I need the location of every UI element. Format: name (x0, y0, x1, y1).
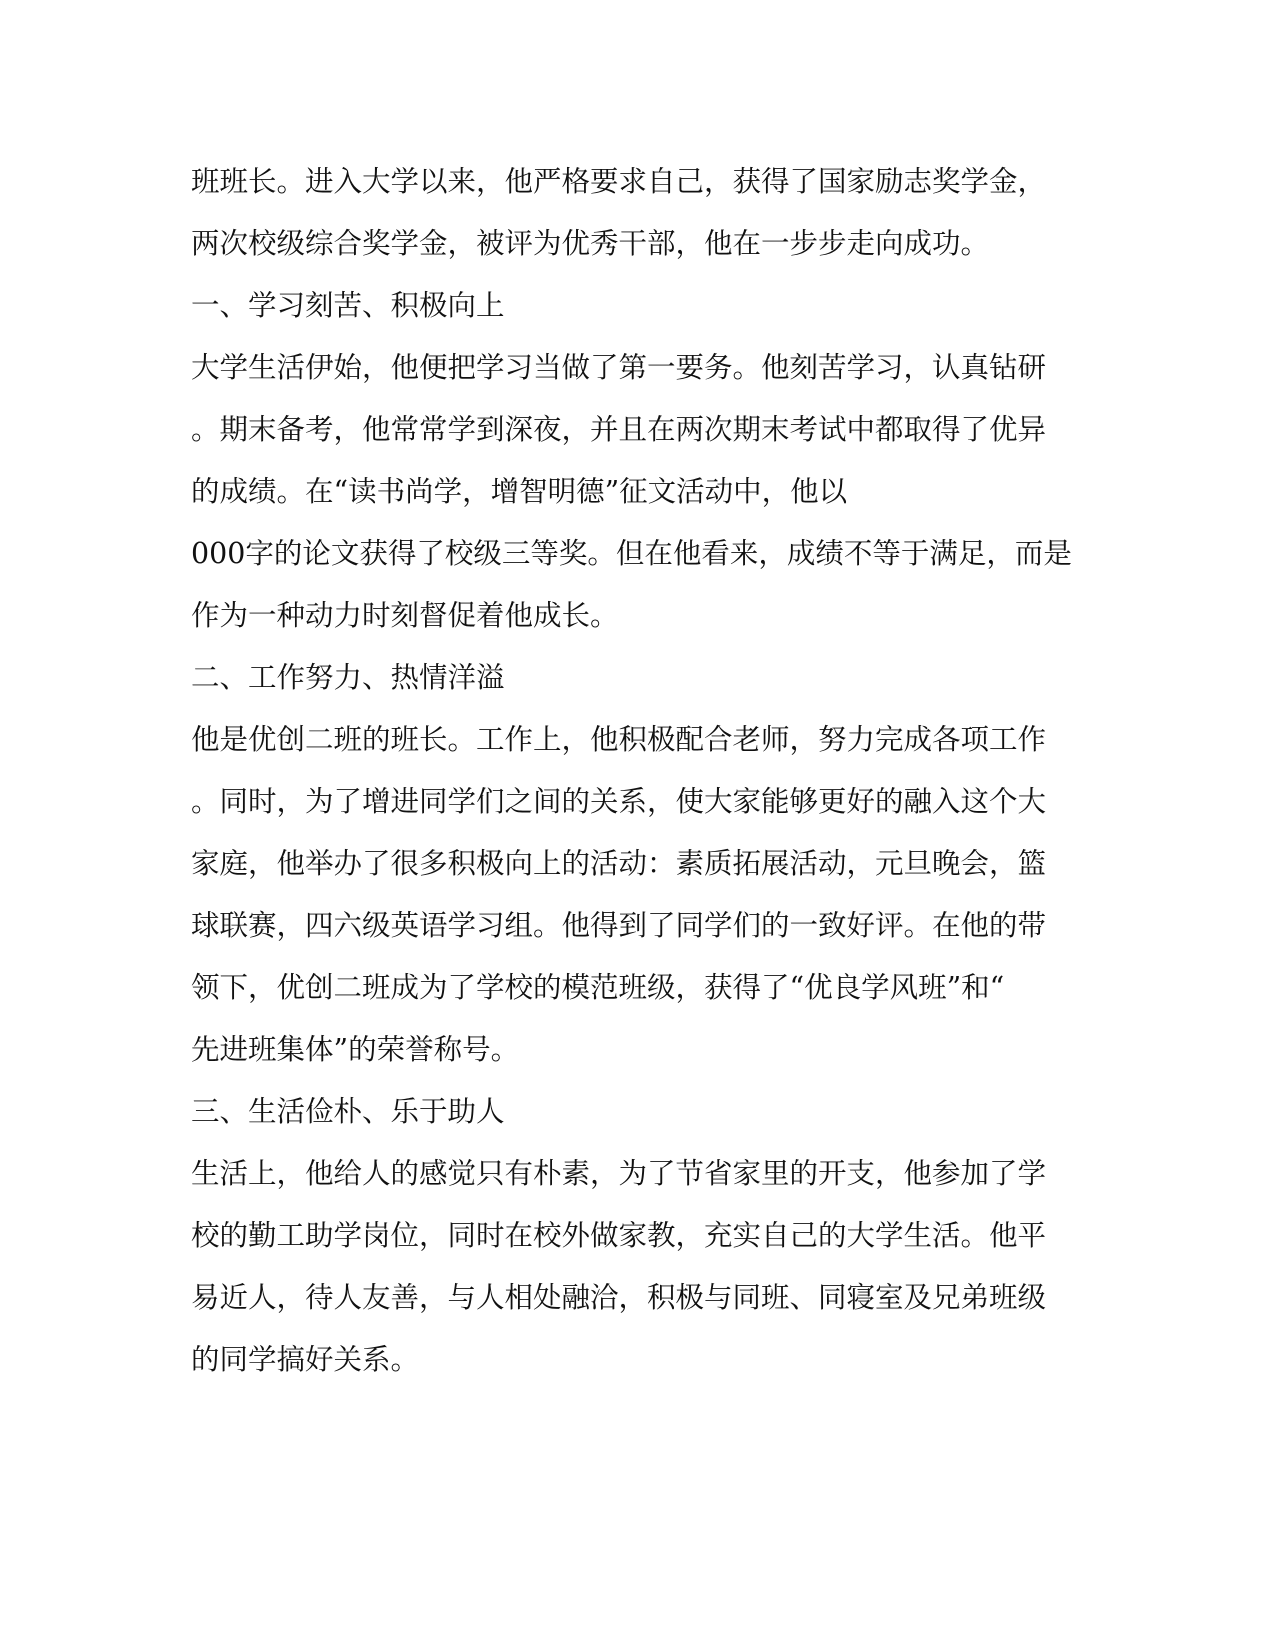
text-line: 领下，优创二班成为了学校的模范班级，获得了“优良学风班”和“ (191, 971, 1005, 1004)
text-line: 生活上，他给人的感觉只有朴素，为了节省家里的开支，他参加了学 (191, 1157, 1047, 1190)
section-heading-1: 一、学习刻苦、积极向上 (191, 289, 505, 322)
text-line: 球联赛，四六级英语学习组。他得到了同学们的一致好评。在他的带 (191, 909, 1047, 942)
section-heading-3: 三、生活俭朴、乐于助人 (191, 1095, 505, 1128)
text-line: 000字的论文获得了校级三等奖。但在他看来，成绩不等于满足，而是 (191, 537, 1072, 570)
text-line: 。同时，为了增进同学们之间的关系，使大家能够更好的融入这个大 (191, 785, 1047, 818)
text-line: 。期末备考，他常常学到深夜，并且在两次期末考试中都取得了优异 (191, 413, 1047, 446)
section-heading-2: 二、工作努力、热情洋溢 (191, 661, 505, 694)
text-line: 两次校级综合奖学金，被评为优秀干部，他在一步步走向成功。 (191, 227, 990, 260)
text-line: 先进班集体”的荣誉称号。 (191, 1033, 520, 1066)
text-line: 他是优创二班的班长。工作上，他积极配合老师，努力完成各项工作 (191, 723, 1047, 756)
text-line: 校的勤工助学岗位，同时在校外做家教，充实自己的大学生活。他平 (191, 1219, 1047, 1252)
text-line: 大学生活伊始，他便把学习当做了第一要务。他刻苦学习，认真钻研 (191, 351, 1047, 384)
text-line: 的同学搞好关系。 (191, 1343, 420, 1376)
text-line: 家庭，他举办了很多积极向上的活动：素质拓展活动，元旦晚会，篮 (191, 847, 1047, 880)
text-line: 班班长。进入大学以来，他严格要求自己，获得了国家励志奖学金， (191, 165, 1047, 198)
text-line: 的成绩。在“读书尚学，增智明德”征文活动中，他以 (191, 475, 848, 508)
text-line: 易近人，待人友善，与人相处融洽，积极与同班、同寝室及兄弟班级 (191, 1281, 1047, 1314)
text-line: 作为一种动力时刻督促着他成长。 (191, 599, 619, 632)
